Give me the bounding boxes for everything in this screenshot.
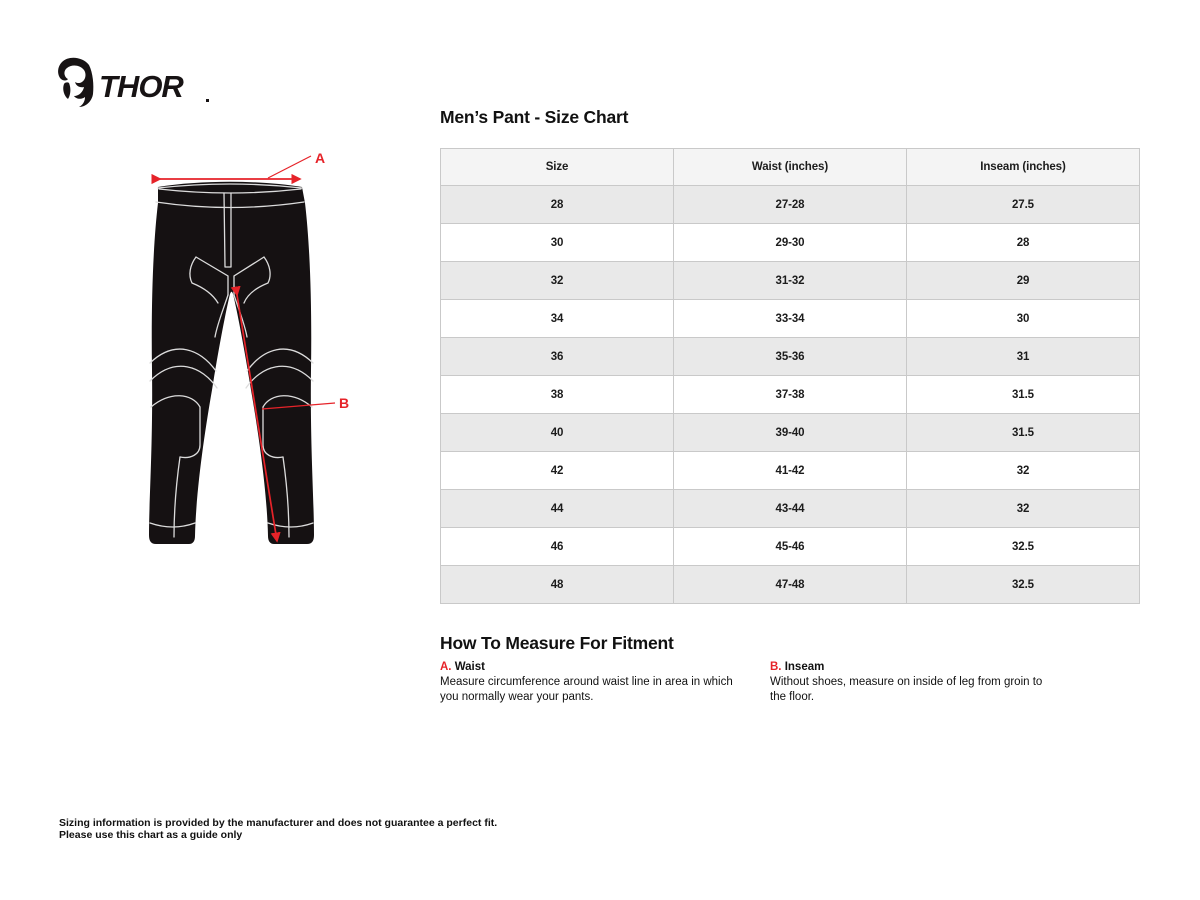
- fitment-inseam-label: [770, 661, 1045, 673]
- fitment-waist-description: Measure circumference around waist line in area in which you normally wear your pants.: [440, 676, 733, 703]
- table-header-cell: Inseam (inches): [907, 149, 1140, 186]
- thor-logo-graphic: [55, 55, 215, 111]
- label-b: B: [339, 395, 350, 411]
- footer-disclaimer: [59, 818, 497, 841]
- logo-trademark-dot: [206, 99, 209, 102]
- thor-wordmark: THOR: [99, 69, 183, 104]
- size-chart-table: [440, 148, 1140, 604]
- table-row: [441, 186, 1140, 224]
- table-cell: 33-34: [674, 300, 907, 338]
- table-row: [441, 300, 1140, 338]
- table-header-row: [441, 149, 1140, 186]
- fitment-waist-key: A.: [440, 661, 452, 673]
- fitment-inseam-description: Without shoes, measure on inside of leg from groin to the floor.: [770, 676, 1043, 703]
- table-cell: 32: [907, 490, 1140, 528]
- table-cell: 28: [907, 224, 1140, 262]
- page-title: Men’s Pant - Size Chart: [440, 107, 629, 127]
- table-cell: 43-44: [674, 490, 907, 528]
- table-row: [441, 262, 1140, 300]
- table-cell: 31.5: [907, 376, 1140, 414]
- footer-line-2: Please use this chart as a guide only: [59, 828, 243, 841]
- fitment-inseam-name: Inseam: [784, 661, 825, 673]
- table-header-cell: Waist (inches): [674, 149, 907, 186]
- footer-line-1: Sizing information is provided by the manufacturer and does not guarantee a perfect fit.: [59, 817, 498, 829]
- table-cell: 45-46: [674, 528, 907, 566]
- table-cell: 35-36: [674, 338, 907, 376]
- table-header-cell: Size: [441, 149, 674, 186]
- table-row: [441, 338, 1140, 376]
- table-cell: 32.5: [907, 528, 1140, 566]
- table-cell: 31: [907, 338, 1140, 376]
- table-cell: 46: [441, 528, 674, 566]
- table-cell: 44: [441, 490, 674, 528]
- table-row: [441, 452, 1140, 490]
- table-cell: 41-42: [674, 452, 907, 490]
- table-cell: 42: [441, 452, 674, 490]
- table-cell: 27.5: [907, 186, 1140, 224]
- thor-logo: [55, 55, 215, 111]
- table-row: [441, 490, 1140, 528]
- table-cell: 34: [441, 300, 674, 338]
- table-cell: 28: [441, 186, 674, 224]
- thor-goat-icon: [58, 58, 93, 107]
- table-cell: 31.5: [907, 414, 1140, 452]
- table-cell: 37-38: [674, 376, 907, 414]
- table-cell: 32: [907, 452, 1140, 490]
- pants-illustration: [149, 182, 314, 544]
- table-cell: 38: [441, 376, 674, 414]
- table-cell: 29: [907, 262, 1140, 300]
- table-cell: 29-30: [674, 224, 907, 262]
- fitment-waist-label: [440, 661, 740, 673]
- table-cell: 31-32: [674, 262, 907, 300]
- table-cell: 30: [441, 224, 674, 262]
- table-row: [441, 414, 1140, 452]
- waist-leader-line: [268, 156, 311, 178]
- table-cell: 40: [441, 414, 674, 452]
- fitment-waist-name: Waist: [454, 661, 485, 673]
- table-cell: 30: [907, 300, 1140, 338]
- fitment-inseam: [770, 661, 1045, 704]
- howto-title: How To Measure For Fitment: [440, 633, 674, 653]
- table-row: [441, 566, 1140, 604]
- table-head: [441, 149, 1140, 186]
- table-body: [441, 186, 1140, 604]
- label-a: A: [315, 150, 326, 166]
- table-cell: 47-48: [674, 566, 907, 604]
- table-cell: 39-40: [674, 414, 907, 452]
- table-cell: 36: [441, 338, 674, 376]
- table-cell: 27-28: [674, 186, 907, 224]
- table-row: [441, 528, 1140, 566]
- table-row: [441, 224, 1140, 262]
- table-cell: 32: [441, 262, 674, 300]
- fitment-inseam-key: B.: [770, 661, 782, 673]
- fitment-waist: [440, 661, 740, 704]
- table-row: [441, 376, 1140, 414]
- table-cell: 48: [441, 566, 674, 604]
- table-cell: 32.5: [907, 566, 1140, 604]
- pants-measurement-diagram: [130, 145, 370, 575]
